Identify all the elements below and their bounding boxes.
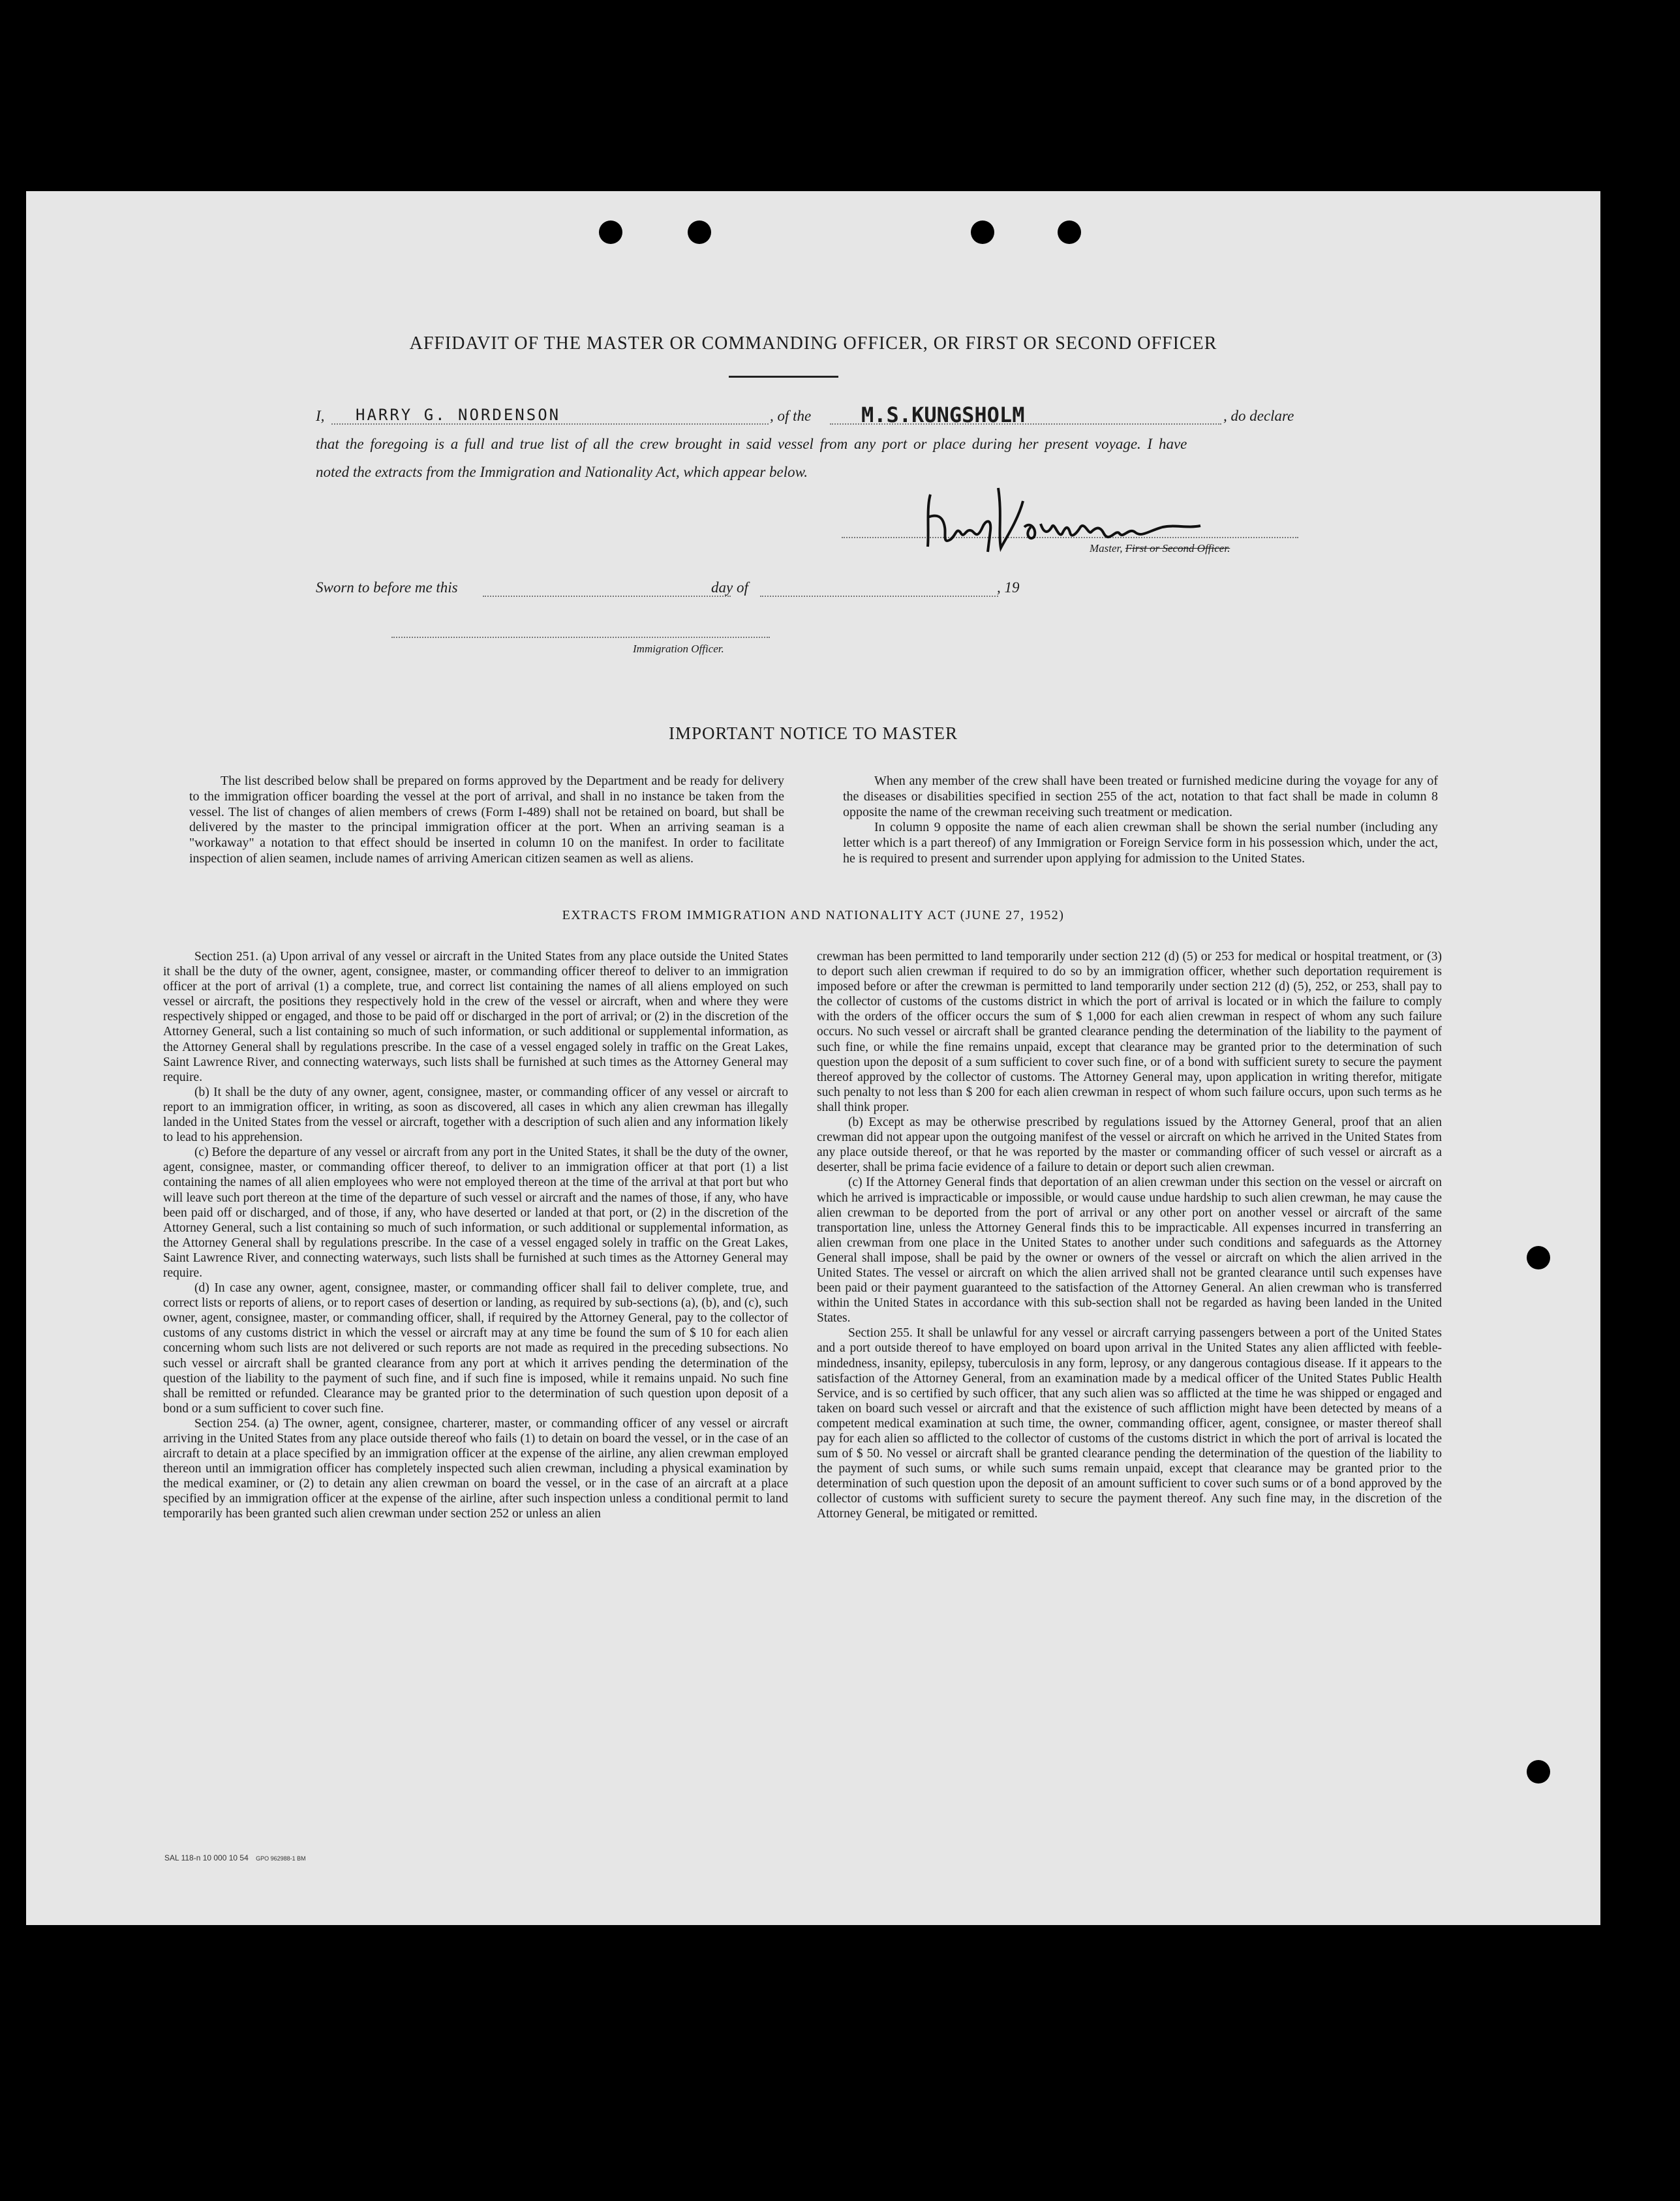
printer-code-text: GPO 962988-1 BM — [256, 1855, 306, 1862]
immigration-officer-label: Immigration Officer. — [633, 643, 724, 655]
form-code-text: SAL 118-n 10 000 10 54 — [164, 1853, 249, 1862]
punch-hole — [688, 220, 711, 244]
extracts-right-column — [817, 949, 1442, 1522]
extract-paragraph: Section 254. (a) The owner, agent, consignee, charterer, master, or commanding officer of any vessel or aircraft arriving in the United States from any place outside thereof who fails (1) to detain on board the vessel, or in the case of an aircraft to detain at a place specified by an immigration officer at the expense of the airline, any alien crewman employed thereon until an immigration officer has completely inspected such alien crewman, including a physical examination by the medical examiner, or (2) to detain any alien crewman on board the vessel, or in the case of an aircraft at a place specified by an immigration officer at the expense of the airline, after such inspection unless a conditional permit to land temporarily has been granted such alien crewman under section 252 or unless an alien — [163, 1416, 788, 1521]
sworn-label: Sworn to before me this — [316, 579, 458, 596]
extract-paragraph: (c) If the Attorney General finds that deportation of an alien crewman under this section on the vessel or aircraft on which he arrived is impracticable or impossible, or would cause undue hardship to such alien crewman, he may cause the alien crewman to be deported from the port of arrival or any other port on another vessel or aircraft of the same transportation line, unless the Attorney General finds this to be impracticable. All expenses incurred in transferring an alien crewman from one place in the United States to another under such conditions and safeguards as the Attorney General shall impose, shall be paid by the owner or owners of the vessel or aircraft on which the alien arrived in the United States. The vessel or aircraft on which the alien arrived shall not be granted clearance until such expenses have been paid or their payment guaranteed to the satisfaction of the Attorney General. An alien crewman who is transferred within the United States in accordance with this sub-section shall not be regarded as having been landed in the United States. — [817, 1176, 1442, 1326]
do-declare-label: , do declare — [1223, 408, 1294, 424]
form-title: AFFIDAVIT OF THE MASTER OR COMMANDING OFFICER, OR FIRST OR SECOND OFFICER — [409, 333, 1217, 354]
notice-paragraph: When any member of the crew shall have been treated or furnished medicine during the voyage for any of the diseases or disabilities specified in section 255 of the act, notation to that fact shall be made in column 8 opposite the name of the crewman receiving such treatment or medication. — [843, 774, 1438, 819]
title-divider — [729, 376, 838, 378]
document-page — [26, 191, 1600, 1925]
master-label — [1090, 542, 1230, 555]
notice-right-column — [843, 774, 1438, 867]
punch-hole — [971, 220, 994, 244]
declaration-line-2: that the foregoing is a full and true list of all the crew brought in said vessel from any port or place during her present voyage. I have — [316, 436, 1187, 452]
sworn-date-line — [483, 596, 731, 597]
extract-paragraph: (b) Except as may be otherwise prescribed by regulations issued by the Attorney General, proof that an alien crewman did not appear upon the outgoing manifest of the vessel or aircraft on which he arrived in the United States from any place outside thereof, or that he was reported by the master or commanding officer of such vessel or aircraft as a deserter, shall be prima facie evidence of a failure to detain or deport such alien crewman. — [817, 1116, 1442, 1175]
notice-left-column — [189, 774, 784, 867]
notice-paragraph: The list described below shall be prepared on forms approved by the Department and be ready for delivery to the immigration officer boarding the vessel at the port of arrival, and shall in no instance be taken from the vessel. The list of changes of alien members of crews (Form I-489) shall not be retained on board, but shall be delivered by the master to the principal immigration officer at the port. When an arriving seaman is a "workaway" a notation to that effect should be inserted in column 10 on the manifest. In order to facilitate inspection of alien seamen, include names of arriving American citizen seamen as well as aliens. — [189, 774, 784, 866]
notice-title: IMPORTANT NOTICE TO MASTER — [669, 723, 958, 743]
form-code — [164, 1853, 306, 1862]
of-the-label: , of the — [770, 408, 812, 424]
struck-officer-text: First or Second Officer. — [1125, 542, 1230, 554]
extract-paragraph: (b) It shall be the duty of any owner, agent, consignee, master, or commanding officer of any vessel or aircraft to report to an immigration officer, in writing, as soon as discovered, all cases in which any alien crewman has illegally landed in the United States from the vessel or aircraft, together with a description of such alien and any information likely to lead to his apprehension. — [163, 1085, 788, 1145]
year-label: , 19 — [997, 579, 1020, 596]
i-label: I, — [316, 408, 325, 424]
role-label: Master, — [1090, 542, 1123, 554]
punch-hole — [1058, 220, 1081, 244]
punch-hole — [1527, 1246, 1550, 1269]
extract-paragraph: Section 255. It shall be unlawful for any vessel or aircraft carrying passengers between a port of the United States and a port outside thereof to have employed on board upon arrival in the United States any alien afflicted with feeble-mindedness, insanity, epilepsy, tuberculosis in any form, leprosy, or any dangerous contagious disease. If it appears to the satisfaction of the Attorney General, from an examination made by a medical officer of the United States Public Health Service, and is so certified by such officer, that any such alien was so afflicted at the time he was shipped or engaged and taken on board such vessel or aircraft and that the existence of such affliction might have been detected by means of a competent medical examination at such time, the owner, commanding officer, agent, consignee, or master thereof shall pay for each alien so afflicted to the collector of customs of the customs district in which the port of arrival is located the sum of $ 50. No vessel or aircraft shall be granted clearance pending the determination of the question of the liability to the payment of such sums, or while such sums remain unpaid, except that clearance may be granted prior to the determination of such question upon the deposit of an amount sufficient to cover such sums or of a bond approved by the collector of customs with sufficient surety to secure the payment thereof. Any such fine may, in the discretion of the Attorney General, be mitigated or remitted. — [817, 1326, 1442, 1521]
vessel-field: M.S.KUNGSHOLM — [861, 402, 1025, 427]
extract-paragraph: (c) Before the departure of any vessel or aircraft from any port in the United States, it shall be the duty of the owner, agent, consignee, master, or commanding officer thereof, to deliver to an immigration officer at that port (1) a list containing the names of all alien employees who were not employed thereon at the time of the arrival at that port but who will leave such port thereon at the time of the departure of such vessel or aircraft and the names of those, if any, who have been paid off or discharged, and of those, if any, who have deserted or landed at that port, or (2) in the discretion of the Attorney General, such a list containing so much of such information, or such additional or supplemental information, as the Attorney General shall by regulations prescribe. In the case of a vessel engaged solely in traffic on the Great Lakes, Saint Lawrence River, and connecting waterways, such lists shall be furnished at such times as the Attorney General may require. — [163, 1146, 788, 1280]
notice-paragraph: In column 9 opposite the name of each alien crewman shall be shown the serial number (including any letter which is a part thereof) of any Immigration or Foreign Service form in his possession which, under the act, he is required to present and surrender upon applying for admission to the United States. — [843, 820, 1438, 866]
sworn-month-line — [760, 596, 998, 597]
declaration-line-3: noted the extracts from the Immigration and Nationality Act, which appear below. — [316, 464, 808, 480]
extract-paragraph: crewman has been permitted to land temporarily under section 212 (d) (5) or 253 for medical or hospital treatment, or (3) to deport such alien crewman if required to do so by an immigration officer, whether such deportation requirement is imposed before or after the crewman is permitted to land temporarily under section 212 (d) (5), 252, or 253, shall pay to the collector of customs of the customs district in which the port of arrival is located or in which the failure to comply with the orders of the officer occurs the sum of $ 1,000 for each alien crewman in respect of whom any such failure occurs. No such vessel or aircraft shall be granted clearance pending the determination of the liability to the payment of such fine, or while the fine remains unpaid, except that clearance may be granted prior to the determination of such question upon the deposit of a sum sufficient to cover such fine, or of a bond with sufficient surety to secure the payment thereof approved by the collector of customs. The Attorney General may, upon application in writing therefor, mitigate such penalty to not less than $ 200 for each alien crewman in respect of whom such failure occurs, upon such terms as he shall think proper. — [817, 950, 1442, 1114]
extracts-title: EXTRACTS FROM IMMIGRATION AND NATIONALITY ACT (JUNE 27, 1952) — [562, 908, 1065, 922]
extract-paragraph: Section 251. (a) Upon arrival of any vessel or aircraft in the United States from any place outside the United States it shall be the duty of the owner, agent, consignee, master, or commanding officer thereof to deliver to an immigration officer at the port of arrival (1) a complete, true, and correct list containing the names of all aliens employed on such vessel or aircraft, the positions they respectively hold in the crew of the vessel or aircraft, when and where they were respectively shipped or engaged, and those to be paid off or discharged in the port of arrival; or (2) in the discretion of the Attorney General, such a list containing so much of such information, or such additional or supplemental information, as the Attorney General shall by regulations prescribe. In the case of a vessel engaged solely in traffic on the Great Lakes, Saint Lawrence River, and connecting waterways, such lists shall be furnished at such times as the Attorney General may require. — [163, 950, 788, 1084]
punch-hole — [1527, 1760, 1550, 1784]
day-of-label: day of — [711, 579, 748, 596]
extract-paragraph: (d) In case any owner, agent, consignee, master, or commanding officer shall fail to deliver complete, true, and correct lists or reports of aliens, or to report cases of desertion or landing, as required by sub-sections (a), (b), and (c), such owner, agent, consignee, master, or commanding officer, shall, if required by the Attorney General, pay to the collector of customs of any customs district in which the vessel or aircraft may at any time be found the sum of $ 10 for each alien concerning whom such lists are not delivered or such reports are not made as required in the preceding subsections. No such vessel or aircraft shall be granted clearance from any port at which it arrives pending the determination of the question of the liability to the payment of such fine, and if such fine is imposed, while it remains unpaid. No such fine shall be remitted or refunded. Clearance may be granted prior to the determination of such question upon deposit of a bond or a sum sufficient to cover such fine. — [163, 1281, 788, 1416]
officer-signature-line — [391, 637, 770, 638]
extracts-left-column — [163, 949, 788, 1522]
punch-hole — [599, 220, 622, 244]
name-field: HARRY G. NORDENSON — [356, 406, 561, 424]
